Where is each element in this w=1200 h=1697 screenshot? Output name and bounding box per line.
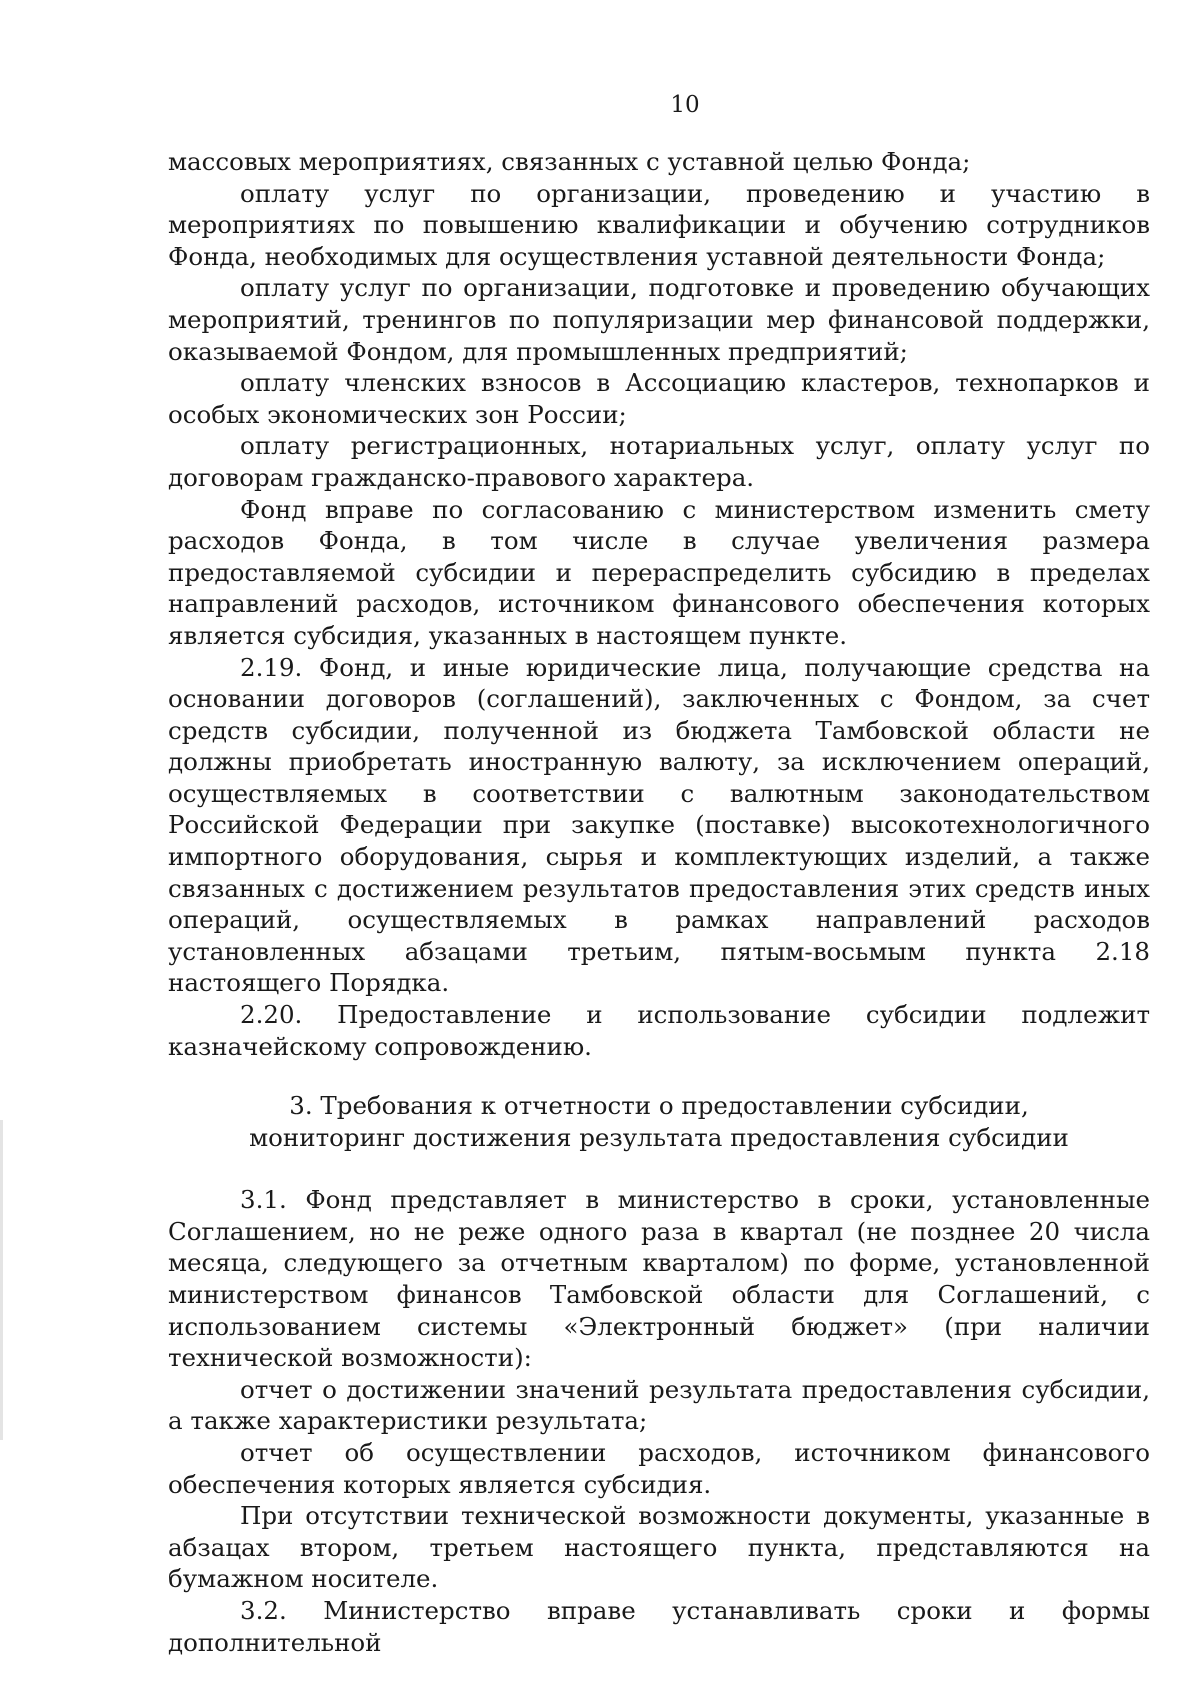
- paragraph: отчет об осуществлении расходов, источником финансового обеспечения которых является субсидия.: [168, 1437, 1150, 1499]
- section-heading: [168, 1090, 1150, 1154]
- paragraph: оплату членских взносов в Ассоциацию кластеров, технопарков и особых экономических зон России;: [168, 368, 1150, 429]
- paragraph: оплату регистрационных, нотариальных услуг, оплату услуг по договорам гражданско-правового характера.: [168, 431, 1150, 492]
- document-body: [168, 146, 1150, 1658]
- paragraph: оплату услуг по организации, подготовке и проведению обучающих мероприятий, тренингов по популяризации мер финансовой поддержки, оказываемой Фондом, для промышленных предприятий;: [168, 273, 1150, 366]
- page-number: 10: [670, 92, 700, 118]
- section-heading-line-1: 3. Требования к отчетности о предоставлении субсидии,: [289, 1091, 1029, 1121]
- paragraph-clause-3-1: 3.1. Фонд представляет в министерство в сроки, установленные Соглашением, но не реже одного раза в квартал (не позднее 20 числа месяца, следующего за отчетным кварталом) по форме, установленной министерством финансов Тамбовской области для Соглашений, с использованием системы «Электронный бюджет» (при наличии технической возможности):: [168, 1185, 1150, 1373]
- paragraph-clause-2-19: 2.19. Фонд, и иные юридические лица, получающие средства на основании договоров (соглашений), заключенных с Фондом, за счет средств субсидии, полученной из бюджета Тамбовской области не должны приобретать иностранную валюту, за исключением операций, осуществляемых в соответствии с валютным законодательством Российской Федерации при закупке (поставке) высокотехнологичного импортного оборудования, сырья и комплектующих изделий, а также связанных с достижением результатов предоставления этих средств иных операций, осуществляемых в рамках направлений расходов установленных абзацами третьим, пятым-восьмым пункта 2.18 настоящего Порядка.: [168, 652, 1150, 998]
- paragraph: Фонд вправе по согласованию с министерством изменить смету расходов Фонда, в том числе в случае увеличения размера предоставляемой субсидии и перераспределить субсидию в пределах направлений расходов, источником финансового обеспечения которых является субсидия, указанных в настоящем пункте.: [168, 494, 1150, 650]
- paragraph-clause-2-20: 2.20. Предоставление и использование субсидии подлежит казначейскому сопровождению.: [168, 1000, 1150, 1061]
- paragraph-clause-3-2: 3.2. Министерство вправе устанавливать сроки и формы дополнительной: [168, 1595, 1150, 1657]
- scan-edge-shadow: [0, 1120, 3, 1440]
- section-heading-line-2: мониторинг достижения результата предоставления субсидии: [249, 1123, 1069, 1153]
- paragraph: массовых мероприятиях, связанных с уставной целью Фонда;: [168, 147, 971, 176]
- paragraph: отчет о достижении значений результата предоставления субсидии, а также характеристики результата;: [168, 1374, 1150, 1436]
- paragraph: оплату услуг по организации, проведению и участию в мероприятиях по повышению квалификации и обучению сотрудников Фонда, необходимых для осуществления уставной деятельности Фонда;: [168, 178, 1150, 271]
- paragraph: При отсутствии технической возможности документы, указанные в абзацах втором, третьем настоящего пункта, представляются на бумажном носителе.: [168, 1501, 1150, 1594]
